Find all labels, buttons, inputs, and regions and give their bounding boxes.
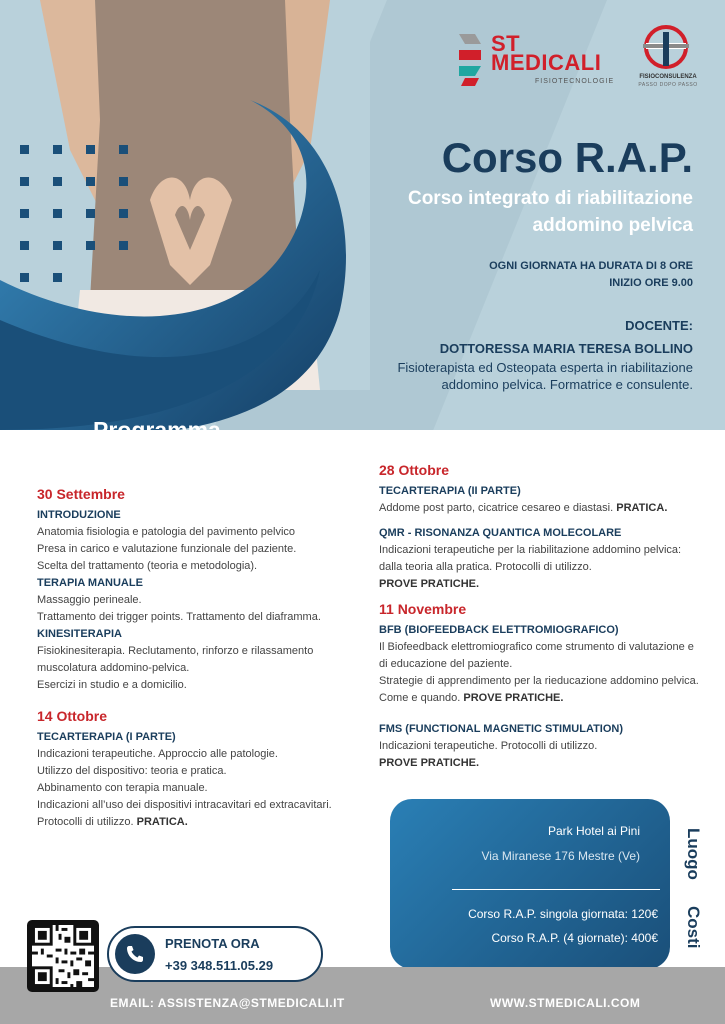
- phone-number: +39 348.511.05.29: [165, 958, 274, 973]
- section-heading: TERAPIA MANUALE: [37, 577, 143, 589]
- bold-text: PROVE PRATICHE.: [463, 692, 564, 704]
- fisioconsulenza-mark-icon: [641, 22, 691, 72]
- section-heading: INTRODUZIONE: [37, 509, 121, 521]
- text-line: Massaggio perineale.: [37, 594, 142, 606]
- st-medicali-mark-icon: [455, 30, 485, 88]
- docente-name: DOTTORESSA MARIA TERESA BOLLINO: [439, 341, 693, 356]
- phone-icon: [125, 944, 145, 964]
- text-line: Trattamento dei trigger points. Trattamento del diaframma.: [37, 611, 321, 623]
- costi-label-wrap: [683, 906, 703, 966]
- duration-line: OGNI GIORNATA HA DURATA DI 8 ORE: [489, 260, 693, 272]
- docente-label: DOCENTE:: [625, 318, 693, 333]
- programma-heading: Programma: [93, 417, 221, 443]
- page-title: Corso R.A.P.: [441, 134, 693, 181]
- text-line: Fisiokinesiterapia. Reclutamento, rinforzo e rilassamento muscolatura addomino-pelvica.: [37, 645, 314, 674]
- text-line: [379, 500, 699, 517]
- bold-text: PRATICA.: [136, 816, 188, 828]
- program-left-column: [37, 486, 337, 831]
- hero-section: [0, 0, 725, 430]
- text-line: Indicazioni terapeutiche per la riabilitazione addomino pelvica: dalla teoria alla pratica. Protocolli di utilizzo.: [379, 544, 682, 573]
- section-heading: KINESITERAPIA: [37, 628, 122, 640]
- text-span: Strategie di apprendimento per la rieducazione addomino pelvica. Come e quando.: [379, 675, 699, 704]
- program-right-column: [379, 462, 699, 772]
- docente-description: Fisioterapista ed Osteopata esperta in riabilitazione addomino pelvica. Formatrice e consulente.: [397, 360, 693, 392]
- text-span: Protocolli di utilizzo.: [37, 816, 134, 828]
- book-now-label: PRENOTA ORA: [165, 936, 260, 951]
- page-subtitle: Corso integrato di riabilitazione addomino pelvica: [407, 188, 693, 236]
- bold-text: PRATICA.: [616, 502, 668, 514]
- st-medicali-line2: MEDICALI: [491, 50, 602, 75]
- venue-cost-box: [390, 799, 670, 969]
- text-line: Anatomia fisiologia e patologia del pavimento pelvico: [37, 526, 296, 538]
- section-heading: FMS (FUNCTIONAL MAGNETIC STIMULATION): [379, 723, 624, 735]
- book-now-button[interactable]: [107, 926, 323, 982]
- section-heading: QMR - RISONANZA QUANTICA MOLECOLARE: [379, 527, 622, 539]
- qr-code-icon: [32, 925, 94, 987]
- fisio-tagline: PASSO DOPO PASSO: [638, 82, 698, 88]
- st-medicali-line1: ST: [491, 31, 521, 56]
- date-30-settembre: 30 Settembre: [37, 486, 125, 502]
- text-line: [37, 814, 337, 831]
- st-medicali-wordmark: [491, 31, 602, 75]
- bold-text: PROVE PRATICHE.: [379, 757, 480, 769]
- footer-email[interactable]: EMAIL: ASSISTENZA@STMEDICALI.IT: [110, 996, 345, 1010]
- luogo-label-wrap: [683, 828, 703, 898]
- text-line: Indicazioni terapeutiche. Protocolli di utilizzo.: [379, 740, 598, 752]
- text-line: Esercizi in studio e a domicilio.: [37, 679, 187, 691]
- text-line: [379, 673, 699, 707]
- fisioconsulenza-logo[interactable]: [633, 22, 703, 98]
- luogo-label: Luogo: [684, 828, 703, 880]
- date-14-ottobre: 14 Ottobre: [37, 708, 108, 724]
- text-line: Scelta del trattamento (teoria e metodologia).: [37, 560, 258, 572]
- st-medicali-logo[interactable]: [455, 28, 615, 90]
- divider: [452, 889, 660, 890]
- date-11-novembre: 11 Novembre: [379, 601, 467, 617]
- text-line: Abbinamento con terapia manuale.: [37, 782, 208, 794]
- cost-single-day: Corso R.A.P. singola giornata: 120€: [468, 907, 658, 921]
- costi-label: Costi: [684, 906, 703, 949]
- start-time-line: INIZIO ORE 9.00: [609, 277, 693, 289]
- text-line: Indicazioni all’uso dei dispositivi intracavitari ed extracavitari.: [37, 799, 332, 811]
- section-heading: TECARTERAPIA (II PARTE): [379, 485, 521, 497]
- footer-website[interactable]: WWW.STMEDICALI.COM: [490, 996, 641, 1010]
- cost-four-days: Corso R.A.P. (4 giornate): 400€: [491, 931, 658, 945]
- text-line: Presa in carico e valutazione funzionale del paziente.: [37, 543, 297, 555]
- venue-address: Via Miranese 176 Mestre (Ve): [481, 849, 640, 863]
- phone-icon-circle: [115, 934, 155, 974]
- date-28-ottobre: 28 Ottobre: [379, 462, 450, 478]
- text-line: Il Biofeedback elettromiografico come strumento di valutazione e di educazione del paziente.: [379, 641, 694, 670]
- text-line: Indicazioni terapeutiche. Approccio alle patologie.: [37, 748, 278, 760]
- qr-code[interactable]: [27, 920, 99, 992]
- venue-name: Park Hotel ai Pini: [547, 824, 640, 838]
- text-span: Addome post parto, cicatrice cesareo e diastasi.: [379, 502, 614, 514]
- duration-info: [489, 258, 693, 292]
- section-heading: BFB (BIOFEEDBACK ELETTROMIOGRAFICO): [379, 624, 619, 636]
- st-medicali-tagline: FISIOTECNOLOGIE: [535, 78, 615, 85]
- text-line: Utilizzo del dispositivo: teoria e pratica.: [37, 765, 227, 777]
- logo-area: [455, 22, 705, 102]
- dot-grid-decoration: [20, 145, 130, 285]
- fisio-name: FISIOCONSULENZA: [639, 74, 697, 80]
- bold-text: PROVE PRATICHE.: [379, 578, 480, 590]
- section-heading: TECARTERAPIA (I PARTE): [37, 731, 176, 743]
